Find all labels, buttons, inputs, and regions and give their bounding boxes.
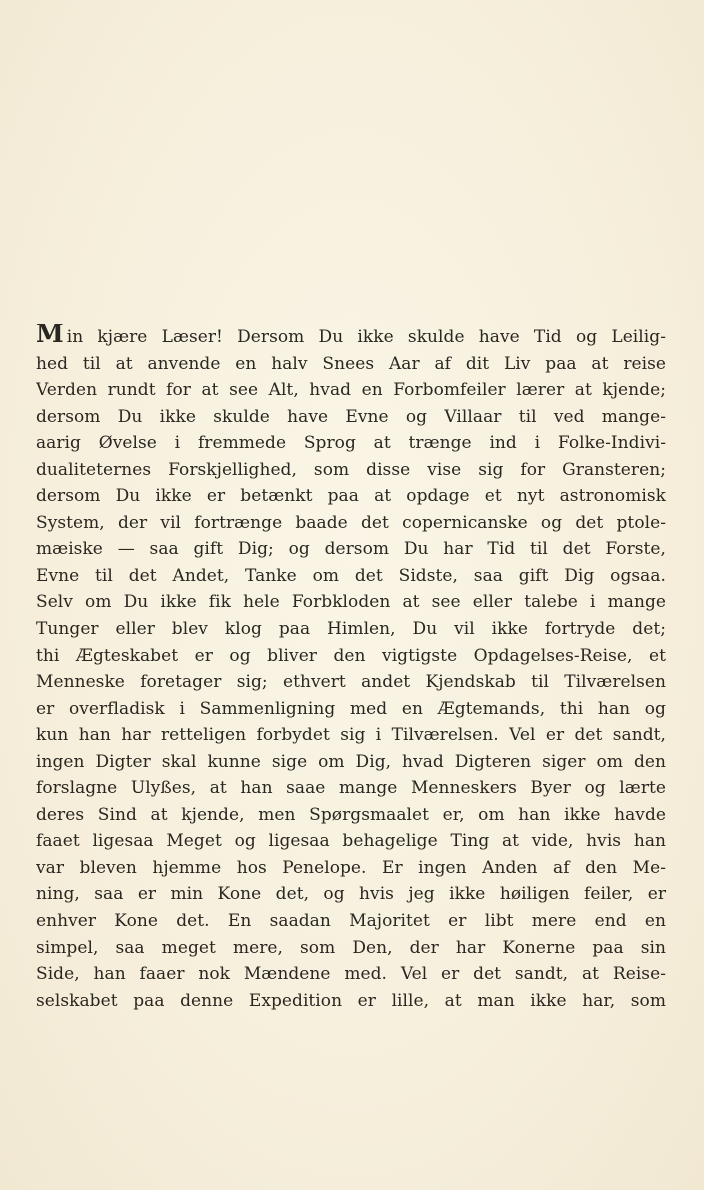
text-line-4: dersom Du ikke skulde have Evne og Villaar til ved mange- [36, 406, 666, 427]
text-line-18: forslagne Ulyßes, at han saae mange Menneskers Byer og lærte [36, 778, 666, 799]
text-line-20: faaet ligesaa Meget og ligesaa behagelige Ting at vide, hvis han [36, 831, 666, 852]
text-line-23: enhver Kone det. En saadan Majoritet er libt mere end en [36, 911, 666, 932]
text-line-1-content: in kjære Læser! Dersom Du ikke skulde have Tid og Leilig- [66, 327, 666, 347]
text-line-9: mæiske — saa gift Dig; og dersom Du har Tid til det Forste, [36, 539, 666, 560]
text-line-17: ingen Digter skal kunne sige om Dig, hvad Digteren siger om den [36, 751, 666, 772]
text-line-12: Tunger eller blev klog paa Himlen, Du vil ikke fortryde det; [36, 619, 666, 640]
text-line-22: ning, saa er min Kone det, og hvis jeg ikke høiligen feiler, er [36, 884, 666, 905]
text-line-1 [36, 324, 666, 351]
text-line-24: simpel, saa meget mere, som Den, der har Konerne paa sin [36, 937, 666, 958]
text-line-13: thi Ægteskabet er og bliver den vigtigste Opdagelses-Reise, et [36, 645, 666, 666]
text-line-25: Side, han faaer nok Mændene med. Vel er det sandt, at Reise- [36, 964, 666, 985]
text-line-2: hed til at anvende en halv Snees Aar af dit Liv paa at reise [36, 353, 666, 374]
text-line-14: Menneske foretager sig; ethvert andet Kjendskab til Tilværelsen [36, 672, 666, 693]
text-line-21: var bleven hjemme hos Penelope. Er ingen Anden af den Me- [36, 857, 666, 878]
text-line-3: Verden rundt for at see Alt, hvad en Forbomfeiler lærer at kjende; [36, 380, 666, 401]
text-line-8: System, der vil fortrænge baade det copernicanske og det ptole- [36, 512, 666, 533]
text-line-5: aarig Øvelse i fremmede Sprog at trænge ind i Folke-Indivi- [36, 433, 666, 454]
text-line-7: dersom Du ikke er betænkt paa at opdage et nyt astronomisk [36, 486, 666, 507]
drop-initial: M [36, 324, 64, 348]
text-line-15: er overfladisk i Sammenligning med en Ægtemands, thi han og [36, 698, 666, 719]
text-line-6: dualiteternes Forskjellighed, som disse vise sig for Gransteren; [36, 459, 666, 480]
text-line-11: Selv om Du ikke fik hele Forbkloden at see eller talebe i mange [36, 592, 666, 613]
text-line-16: kun han har retteligen forbydet sig i Tilværelsen. Vel er det sandt, [36, 725, 666, 746]
body-text [36, 324, 666, 1014]
text-line-19: deres Sind at kjende, men Spørgsmaalet er, om han ikke havde [36, 804, 666, 825]
text-line-26: selskabet paa denne Expedition er lille, at man ikke har, som [36, 990, 666, 1011]
text-line-10: Evne til det Andet, Tanke om det Sidste, saa gift Dig ogsaa. [36, 565, 666, 586]
